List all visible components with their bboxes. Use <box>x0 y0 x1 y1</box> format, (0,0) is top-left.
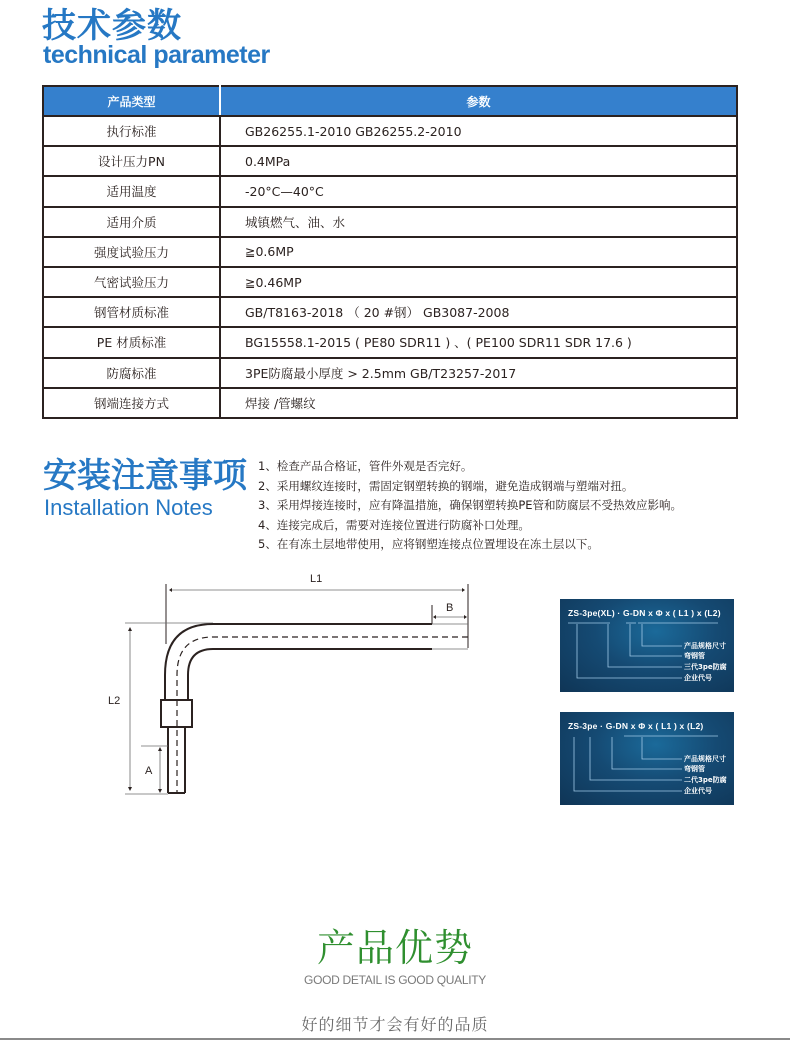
note-item: 2、采用螺纹连接时，需固定钢塑转换的钢端，避免造成钢端与塑端对扭。 <box>258 478 634 493</box>
spec-table <box>42 85 738 419</box>
table-row <box>43 358 737 388</box>
pipe-dimension-diagram <box>100 565 500 815</box>
title-en: technical parameter <box>43 41 270 69</box>
column-header-product-type: 产品类型 <box>43 86 220 116</box>
code-label: 弯钢管 <box>684 765 705 773</box>
row-key: 强度试验压力 <box>43 237 220 267</box>
code-label: 三代3pe防腐 <box>684 663 727 671</box>
row-value: 3PE防腐最小厚度 > 2.5mm GB/T23257-2017 <box>220 358 737 388</box>
table-row <box>43 237 737 267</box>
row-value: 0.4MPa <box>220 146 737 176</box>
table-row <box>43 327 737 357</box>
table-row <box>43 176 737 206</box>
table-row <box>43 146 737 176</box>
installation-title-en: Installation Notes <box>44 495 213 520</box>
installation-title-cn: 安装注意事项 <box>43 456 247 496</box>
advantages-title: 产品优势 <box>316 926 473 970</box>
row-key: 执行标准 <box>43 116 220 146</box>
table-row <box>43 267 737 297</box>
row-key: 防腐标准 <box>43 358 220 388</box>
product-code-card-3rd-gen <box>560 599 734 692</box>
code-label: 企业代号 <box>684 787 712 795</box>
note-item: 4、连接完成后，需要对连接位置进行防腐补口处理。 <box>258 517 530 532</box>
advantages-subtitle: 好的细节才会有好的品质 <box>301 1015 489 1034</box>
note-item: 3、采用焊接连接时，应有降温措施，确保钢塑转换PE管和防腐层不受热效应影响。 <box>258 498 683 512</box>
divider <box>0 1038 790 1040</box>
product-code: ZS-3pe · G-DN x Φ x ( L1 ) x (L2) <box>568 721 704 731</box>
note-item: 1、检查产品合格证，管件外观是否完好。 <box>258 459 473 473</box>
dimension-label-l2: L2 <box>108 695 121 707</box>
table-header-row <box>43 86 737 116</box>
code-label: 企业代号 <box>684 674 712 682</box>
row-key: 钢管材质标准 <box>43 297 220 327</box>
code-label: 产品规格尺寸 <box>684 642 726 650</box>
column-header-parameters: 参数 <box>220 86 737 116</box>
row-value: ≧0.46MP <box>220 267 737 297</box>
table-row <box>43 388 737 418</box>
note-item: 5、在有冻土层地带使用，应将钢塑连接点位置埋设在冻土层以下。 <box>258 537 599 551</box>
row-key: 气密试验压力 <box>43 267 220 297</box>
row-value: 城镇燃气、油、水 <box>220 207 737 237</box>
row-key: 适用温度 <box>43 176 220 206</box>
row-value: GB/T8163-2018 （ 20 #钢） GB3087-2008 <box>220 297 737 327</box>
product-code-card-2nd-gen <box>560 712 734 805</box>
title-cn: 技术参数 <box>42 6 182 46</box>
row-value: ≧0.6MP <box>220 237 737 267</box>
code-label: 产品规格尺寸 <box>684 755 726 763</box>
installation-notes-list <box>258 457 682 555</box>
dimension-label-l1: L1 <box>310 573 323 585</box>
row-value: BG15558.1-2015 ( PE80 SDR11 ) 、( PE100 SDR11 SDR 17.6 ) <box>220 327 737 357</box>
dimension-label-b: B <box>446 602 454 614</box>
row-key: PE 材质标准 <box>43 327 220 357</box>
code-label: 二代3pe防腐 <box>684 776 727 784</box>
table-row <box>43 116 737 146</box>
row-key: 适用介质 <box>43 207 220 237</box>
row-value: 焊接 /管螺纹 <box>220 388 737 418</box>
table-row <box>43 297 737 327</box>
advantages-tagline-en: GOOD DETAIL IS GOOD QUALITY <box>304 973 486 987</box>
code-label: 弯钢管 <box>684 652 705 660</box>
row-key: 设计压力PN <box>43 146 220 176</box>
dimension-label-a: A <box>145 765 153 777</box>
product-code: ZS-3pe(XL) · G-DN x Φ x ( L1 ) x (L2) <box>568 608 721 618</box>
table-row <box>43 207 737 237</box>
row-key: 钢端连接方式 <box>43 388 220 418</box>
elbow-pipe-drawing <box>100 565 500 815</box>
row-value: -20°C—40°C <box>220 176 737 206</box>
row-value: GB26255.1-2010 GB26255.2-2010 <box>220 116 737 146</box>
